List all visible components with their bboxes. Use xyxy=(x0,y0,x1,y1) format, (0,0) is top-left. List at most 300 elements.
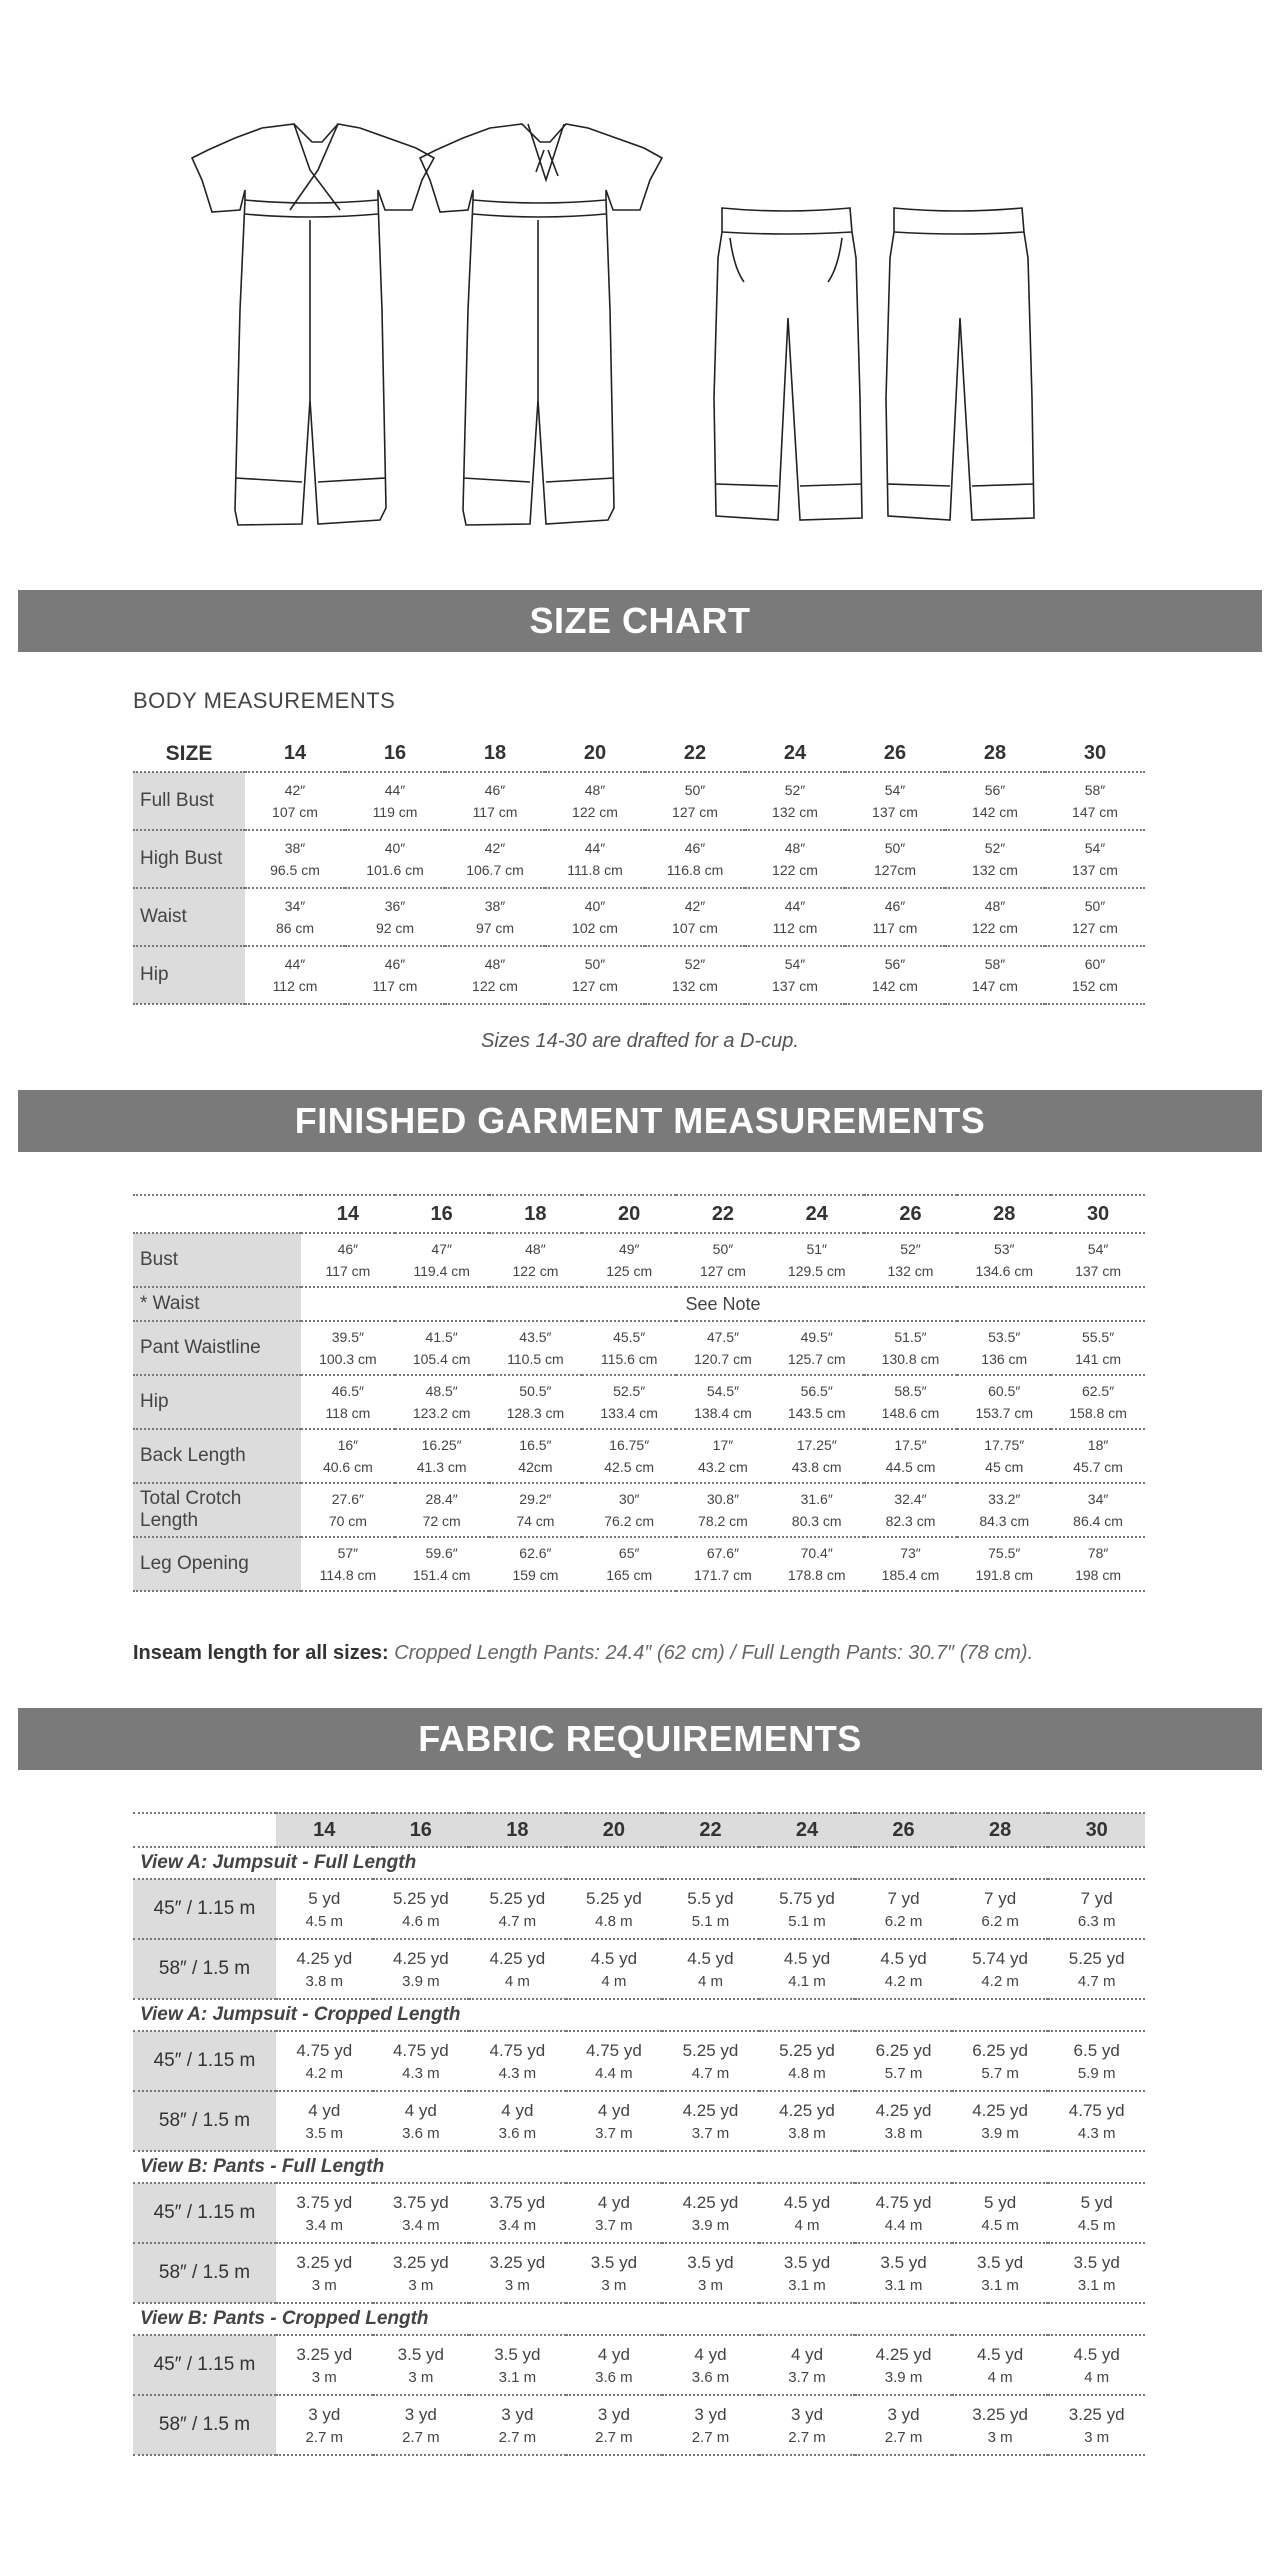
measurement-cell xyxy=(957,1233,1051,1287)
size-col-header: 20 xyxy=(582,1195,676,1233)
cm-value: 76.2 cm xyxy=(604,1513,655,1529)
inches-value: 67.6″ xyxy=(706,1545,740,1561)
inches-value: 36″ xyxy=(384,898,406,914)
measurement-cell xyxy=(945,830,1045,888)
yards-value: 4 yd xyxy=(308,2100,341,2120)
cm-value: 92 cm xyxy=(375,920,415,936)
inches-value: 62.6″ xyxy=(519,1545,552,1561)
meters-value: 3 m xyxy=(311,2368,337,2386)
view-heading-row xyxy=(133,2151,1145,2183)
yards-value: 3.5 yd xyxy=(976,2252,1024,2272)
cm-value: 86.4 cm xyxy=(1073,1513,1123,1529)
yards-value: 4.75 yd xyxy=(392,2040,449,2060)
cm-value: 70 cm xyxy=(328,1513,367,1529)
cm-value: 119.4 cm xyxy=(413,1263,470,1279)
yards-value: 5 yd xyxy=(308,1888,341,1908)
yards-value: 3 yd xyxy=(597,2404,630,2424)
size-col-header: 22 xyxy=(645,736,745,772)
yards-value: 4 yd xyxy=(597,2192,630,2212)
cm-value: 132 cm xyxy=(672,978,718,994)
fabric-cell xyxy=(373,1879,470,1939)
cm-value: 125 cm xyxy=(606,1263,653,1279)
meters-value: 4.7 m xyxy=(1077,1972,1116,1990)
yards-value: 3.75 yd xyxy=(392,2192,449,2212)
meters-value: 4.4 m xyxy=(595,2064,633,2082)
measurement-cell xyxy=(957,1429,1051,1483)
finished-garment-table xyxy=(133,1194,1145,1592)
yards-value: 4.5 yd xyxy=(1073,2344,1120,2364)
measurement-cell xyxy=(582,1429,676,1483)
size-col-header: 30 xyxy=(1051,1195,1145,1233)
meters-value: 4.3 m xyxy=(402,2064,440,2082)
inches-value: 46.5″ xyxy=(331,1383,364,1399)
inches-value: 16″ xyxy=(337,1437,359,1453)
cm-value: 132 cm xyxy=(887,1263,934,1279)
measurement-cell xyxy=(945,888,1045,946)
measurement-cell xyxy=(1045,772,1145,830)
meters-value: 3.9 m xyxy=(691,2216,730,2234)
measurement-cell xyxy=(582,1483,676,1537)
measurement-cell xyxy=(489,1233,583,1287)
inches-value: 43.5″ xyxy=(519,1329,552,1345)
inches-value: 16.25″ xyxy=(421,1437,462,1453)
inches-value: 42″ xyxy=(484,840,506,856)
view-heading-row xyxy=(133,1847,1145,1879)
cm-value: 147 cm xyxy=(972,978,1018,994)
cm-value: 120.7 cm xyxy=(694,1351,752,1367)
size-col-header: 18 xyxy=(469,1813,566,1847)
table-row xyxy=(133,2183,1145,2243)
inches-value: 34″ xyxy=(1087,1491,1109,1507)
cm-value: 129.5 cm xyxy=(787,1263,846,1279)
inches-value: 57″ xyxy=(337,1545,359,1561)
inches-value: 44″ xyxy=(384,782,406,798)
inches-value: 56.5″ xyxy=(800,1383,833,1399)
cm-value: 128.3 cm xyxy=(506,1405,565,1421)
measurement-cell xyxy=(395,1483,489,1537)
cm-value: 118 cm xyxy=(325,1405,371,1421)
measurement-cell xyxy=(301,1375,395,1429)
meters-value: 4.3 m xyxy=(1077,2124,1116,2142)
cm-value: 42.5 cm xyxy=(604,1459,655,1475)
meters-value: 3 m xyxy=(311,2276,337,2294)
measurement-cell xyxy=(489,1321,583,1375)
measurement-cell xyxy=(676,1233,770,1287)
fabric-cell xyxy=(952,2031,1049,2091)
fabric-cell xyxy=(952,2243,1049,2303)
yards-value: 3.25 yd xyxy=(392,2252,449,2272)
yards-value: 3.5 yd xyxy=(590,2252,638,2272)
inches-value: 17.25″ xyxy=(796,1437,837,1453)
size-col-header: 24 xyxy=(759,1813,856,1847)
meters-value: 3.6 m xyxy=(691,2368,730,2386)
meters-value: 3 m xyxy=(408,2276,434,2294)
inches-value: 44″ xyxy=(784,898,806,914)
measurement-cell xyxy=(395,1233,489,1287)
measurement-cell xyxy=(645,830,745,888)
size-chart-banner: SIZE CHART xyxy=(18,590,1262,652)
fabric-width-label: 58″ / 1.5 m xyxy=(133,2243,276,2303)
size-col-header: 24 xyxy=(745,736,845,772)
inches-value: 56″ xyxy=(884,956,906,972)
yards-value: 4 yd xyxy=(694,2344,727,2364)
measurement-cell xyxy=(845,946,945,1004)
fabric-cell xyxy=(373,2243,470,2303)
yards-value: 5.25 yd xyxy=(1068,1948,1125,1968)
cm-value: 45.7 cm xyxy=(1073,1459,1123,1475)
measurement-cell xyxy=(1051,1429,1145,1483)
inches-value: 27.6″ xyxy=(331,1491,364,1507)
fabric-cell xyxy=(855,2031,952,2091)
fabric-width-label: 45″ / 1.15 m xyxy=(133,1879,276,1939)
measurement-cell xyxy=(582,1537,676,1591)
yards-value: 4.75 yd xyxy=(875,2192,932,2212)
table-row xyxy=(133,1321,1145,1375)
meters-value: 3.7 m xyxy=(691,2124,730,2142)
measurement-cell xyxy=(245,830,345,888)
inches-value: 49.5″ xyxy=(800,1329,833,1345)
inches-value: 53″ xyxy=(993,1241,1015,1257)
inches-value: 42″ xyxy=(684,898,706,914)
measurement-cell xyxy=(445,946,545,1004)
size-header: SIZE xyxy=(133,736,245,772)
meters-value: 3.1 m xyxy=(498,2368,537,2386)
fabric-cell xyxy=(952,2335,1049,2395)
fabric-cell xyxy=(662,1939,759,1999)
inches-value: 46″ xyxy=(684,840,706,856)
inches-value: 50″ xyxy=(712,1241,734,1257)
fabric-cell xyxy=(1048,2335,1145,2395)
inches-value: 51.5″ xyxy=(894,1329,927,1345)
cm-value: 105.4 cm xyxy=(412,1351,471,1367)
meters-value: 3 m xyxy=(504,2276,530,2294)
inches-value: 48″ xyxy=(525,1241,546,1257)
inches-value: 29.2″ xyxy=(519,1491,552,1507)
cm-value: 178.8 cm xyxy=(787,1567,846,1583)
measurement-cell xyxy=(845,772,945,830)
size-col-header: 18 xyxy=(445,736,545,772)
cm-value: 117 cm xyxy=(325,1263,371,1279)
measurement-cell xyxy=(545,888,645,946)
fabric-cell xyxy=(662,2243,759,2303)
table-row xyxy=(133,888,1145,946)
inches-value: 62.5″ xyxy=(1081,1383,1115,1399)
fabric-cell xyxy=(469,2031,566,2091)
measurement-label: Back Length xyxy=(133,1429,301,1483)
yards-value: 3.75 yd xyxy=(489,2192,546,2212)
meters-value: 2.7 m xyxy=(595,2428,633,2446)
inches-value: 52″ xyxy=(684,956,706,972)
yards-value: 5 yd xyxy=(1080,2192,1113,2212)
meters-value: 4.2 m xyxy=(305,2064,344,2082)
fabric-cell xyxy=(373,2031,470,2091)
fabric-cell xyxy=(759,2031,856,2091)
cm-value: 142 cm xyxy=(872,978,918,994)
meters-value: 3.7 m xyxy=(595,2216,633,2234)
yards-value: 5.25 yd xyxy=(489,1888,546,1908)
inches-value: 33.2″ xyxy=(988,1491,1021,1507)
yards-value: 4.25 yd xyxy=(392,1948,449,1968)
inches-value: 58.5″ xyxy=(894,1383,927,1399)
fabric-cell xyxy=(566,1939,663,1999)
measurement-label: Hip xyxy=(133,946,245,1004)
measurement-cell xyxy=(645,772,745,830)
inches-value: 42″ xyxy=(284,782,306,798)
meters-value: 5.1 m xyxy=(691,1912,730,1930)
measurement-cell xyxy=(545,772,645,830)
fabric-cell xyxy=(566,2395,663,2455)
meters-value: 3.1 m xyxy=(788,2276,826,2294)
yards-value: 3 yd xyxy=(501,2404,534,2424)
fabric-width-label: 58″ / 1.5 m xyxy=(133,2395,276,2455)
size-col-header: 22 xyxy=(676,1195,770,1233)
yards-value: 4.25 yd xyxy=(779,2100,835,2120)
meters-value: 5.7 m xyxy=(884,2064,923,2082)
fabric-cell xyxy=(1048,1879,1145,1939)
inches-value: 60.5″ xyxy=(988,1383,1021,1399)
fabric-cell xyxy=(566,2243,663,2303)
fabric-cell xyxy=(952,2091,1049,2151)
cm-value: 122 cm xyxy=(512,1263,559,1279)
cm-value: 132 cm xyxy=(972,862,1018,878)
inches-value: 46″ xyxy=(884,898,906,914)
yards-value: 4.75 yd xyxy=(489,2040,546,2060)
measurement-cell xyxy=(864,1321,958,1375)
measurement-cell xyxy=(1051,1537,1145,1591)
fabric-cell xyxy=(855,2091,952,2151)
inches-value: 51″ xyxy=(806,1241,827,1257)
fabric-cell xyxy=(759,2091,856,2151)
yards-value: 5.75 yd xyxy=(779,1888,835,1908)
fabric-cell xyxy=(276,2335,373,2395)
cm-value: 127 cm xyxy=(572,978,618,994)
meters-value: 3.6 m xyxy=(498,2124,537,2142)
measurement-label: Hip xyxy=(133,1375,301,1429)
meters-value: 5.7 m xyxy=(981,2064,1019,2082)
measurement-cell xyxy=(582,1233,676,1287)
cm-value: 159 cm xyxy=(512,1567,559,1583)
measurement-cell xyxy=(445,830,545,888)
meters-value: 3.4 m xyxy=(498,2216,537,2234)
table-row xyxy=(133,830,1145,888)
measurement-cell xyxy=(489,1429,583,1483)
fabric-cell xyxy=(952,2395,1049,2455)
measurement-label: High Bust xyxy=(133,830,245,888)
size-col-header: 14 xyxy=(245,736,345,772)
yards-value: 4.25 yd xyxy=(972,2100,1028,2120)
fabric-requirements-table xyxy=(133,1812,1145,2456)
fabric-cell xyxy=(469,2243,566,2303)
yards-value: 6.25 yd xyxy=(875,2040,932,2060)
yards-value: 4.25 yd xyxy=(875,2344,932,2364)
fabric-cell xyxy=(276,2031,373,2091)
measurement-cell xyxy=(864,1429,958,1483)
cm-value: 127cm xyxy=(873,862,917,878)
yards-value: 3.5 yd xyxy=(880,2252,927,2272)
inches-value: 46″ xyxy=(384,956,406,972)
size-col-header: 16 xyxy=(345,736,445,772)
size-col-header: 22 xyxy=(662,1813,759,1847)
size-col-header: 30 xyxy=(1048,1813,1145,1847)
yards-value: 4 yd xyxy=(501,2100,534,2120)
table-row xyxy=(133,2031,1145,2091)
cm-value: 137 cm xyxy=(772,978,818,994)
inseam-note xyxy=(133,1642,1033,1665)
measurement-cell xyxy=(395,1429,489,1483)
inches-value: 41.5″ xyxy=(425,1329,458,1345)
meters-value: 3.1 m xyxy=(981,2276,1019,2294)
inches-value: 34″ xyxy=(284,898,306,914)
inches-value: 48.5″ xyxy=(425,1383,458,1399)
inches-value: 52.5″ xyxy=(613,1383,646,1399)
fabric-width-label: 58″ / 1.5 m xyxy=(133,2091,276,2151)
inches-value: 55.5″ xyxy=(1081,1329,1115,1345)
fabric-cell xyxy=(566,2091,663,2151)
measurement-cell xyxy=(395,1321,489,1375)
inches-value: 47.5″ xyxy=(706,1329,740,1345)
fabric-cell xyxy=(373,1939,470,1999)
cm-value: 137 cm xyxy=(1072,862,1118,878)
fabric-cell xyxy=(952,1879,1049,1939)
size-col-header: 28 xyxy=(957,1195,1051,1233)
view-heading-row xyxy=(133,1999,1145,2031)
measurement-cell xyxy=(1051,1321,1145,1375)
fabric-cell xyxy=(952,1939,1049,1999)
yards-value: 3.75 yd xyxy=(296,2192,353,2212)
measurement-cell xyxy=(676,1429,770,1483)
fabric-cell xyxy=(373,2091,470,2151)
measurement-cell xyxy=(770,1375,864,1429)
inches-value: 40″ xyxy=(584,898,606,914)
measurement-cell xyxy=(545,830,645,888)
meters-value: 4 m xyxy=(794,2216,820,2234)
cm-value: 84.3 cm xyxy=(979,1513,1030,1529)
fabric-cell xyxy=(373,2335,470,2395)
yards-value: 4.5 yd xyxy=(783,2192,831,2212)
yards-value: 3.5 yd xyxy=(494,2344,541,2364)
table-row xyxy=(133,1483,1145,1537)
meters-value: 6.2 m xyxy=(884,1912,923,1930)
yards-value: 3 yd xyxy=(887,2404,920,2424)
measurement-cell xyxy=(1051,1375,1145,1429)
measurement-cell xyxy=(745,830,845,888)
measurement-cell xyxy=(645,888,745,946)
yards-value: 5.25 yd xyxy=(779,2040,835,2060)
measurement-cell xyxy=(957,1483,1051,1537)
inches-value: 50″ xyxy=(684,782,706,798)
meters-value: 2.7 m xyxy=(305,2428,344,2446)
body-measurements-table xyxy=(133,736,1145,1005)
inches-value: 59.6″ xyxy=(425,1545,458,1561)
yards-value: 4.25 yd xyxy=(489,1948,546,1968)
cm-value: 198 cm xyxy=(1075,1567,1122,1583)
measurement-cell xyxy=(845,888,945,946)
table-row xyxy=(133,1375,1145,1429)
yards-value: 4.75 yd xyxy=(1068,2100,1125,2120)
yards-value: 4.25 yd xyxy=(875,2100,932,2120)
measurement-label: Waist xyxy=(133,888,245,946)
cm-value: 96.5 cm xyxy=(270,862,320,878)
table-row xyxy=(133,2091,1145,2151)
table-row xyxy=(133,2335,1145,2395)
inches-value: 52″ xyxy=(784,782,806,798)
meters-value: 3.1 m xyxy=(1077,2276,1116,2294)
meters-value: 4 m xyxy=(1084,2368,1110,2386)
blank-header xyxy=(133,1195,301,1233)
inches-value: 60″ xyxy=(1084,956,1106,972)
inches-value: 47″ xyxy=(431,1241,452,1257)
measurement-cell xyxy=(864,1537,958,1591)
size-col-header: 14 xyxy=(301,1195,395,1233)
fabric-cell xyxy=(662,2031,759,2091)
yards-value: 4.5 yd xyxy=(976,2344,1024,2364)
measurement-label: Total Crotch Length xyxy=(133,1483,301,1537)
meters-value: 4.1 m xyxy=(788,1972,826,1990)
cm-value: 119 cm xyxy=(372,804,418,820)
measurement-cell xyxy=(864,1375,958,1429)
yards-value: 4 yd xyxy=(597,2100,630,2120)
table-row xyxy=(133,2395,1145,2455)
meters-value: 4.7 m xyxy=(691,2064,730,2082)
fabric-cell xyxy=(1048,1939,1145,1999)
meters-value: 4.4 m xyxy=(884,2216,923,2234)
cm-value: 132 cm xyxy=(772,804,818,820)
fabric-cell xyxy=(855,2335,952,2395)
size-col-header: 26 xyxy=(845,736,945,772)
measurement-label: * Waist xyxy=(133,1287,301,1321)
cm-value: 112 cm xyxy=(272,978,318,994)
yards-value: 4 yd xyxy=(597,2344,630,2364)
fabric-cell xyxy=(662,1879,759,1939)
fabric-cell xyxy=(469,2091,566,2151)
measurement-cell xyxy=(745,946,845,1004)
inches-value: 45.5″ xyxy=(613,1329,646,1345)
cm-value: 107 cm xyxy=(672,920,718,936)
inches-value: 48″ xyxy=(984,898,1006,914)
meters-value: 3.4 m xyxy=(402,2216,440,2234)
cm-value: 122 cm xyxy=(572,804,618,820)
view-heading: View A: Jumpsuit - Full Length xyxy=(133,1847,1145,1879)
fabric-cell xyxy=(855,2395,952,2455)
cm-value: 106.7 cm xyxy=(466,862,524,878)
size-col-header: 28 xyxy=(952,1813,1049,1847)
cm-value: 86 cm xyxy=(275,920,315,936)
yards-value: 3 yd xyxy=(308,2404,341,2424)
size-col-header: 24 xyxy=(770,1195,864,1233)
measurement-cell xyxy=(1051,1483,1145,1537)
inches-value: 30″ xyxy=(618,1491,640,1507)
fabric-cell xyxy=(469,2335,566,2395)
inches-value: 16.75″ xyxy=(609,1437,650,1453)
cm-value: 191.8 cm xyxy=(975,1567,1034,1583)
cm-value: 80.3 cm xyxy=(791,1513,842,1529)
measurement-cell xyxy=(945,946,1045,1004)
meters-value: 2.7 m xyxy=(884,2428,923,2446)
yards-value: 7 yd xyxy=(1080,1888,1113,1908)
meters-value: 4.3 m xyxy=(498,2064,537,2082)
meters-value: 4.2 m xyxy=(884,1972,923,1990)
measurement-cell xyxy=(957,1321,1051,1375)
size-col-header: 30 xyxy=(1045,736,1145,772)
meters-value: 3.8 m xyxy=(884,2124,923,2142)
inches-value: 18″ xyxy=(1087,1437,1109,1453)
inches-value: 53.5″ xyxy=(988,1329,1021,1345)
inseam-label: Inseam length for all sizes: xyxy=(133,1642,389,1664)
size-col-header: 16 xyxy=(395,1195,489,1233)
cm-value: 127 cm xyxy=(672,804,718,820)
measurement-cell xyxy=(345,946,445,1004)
meters-value: 2.7 m xyxy=(788,2428,826,2446)
